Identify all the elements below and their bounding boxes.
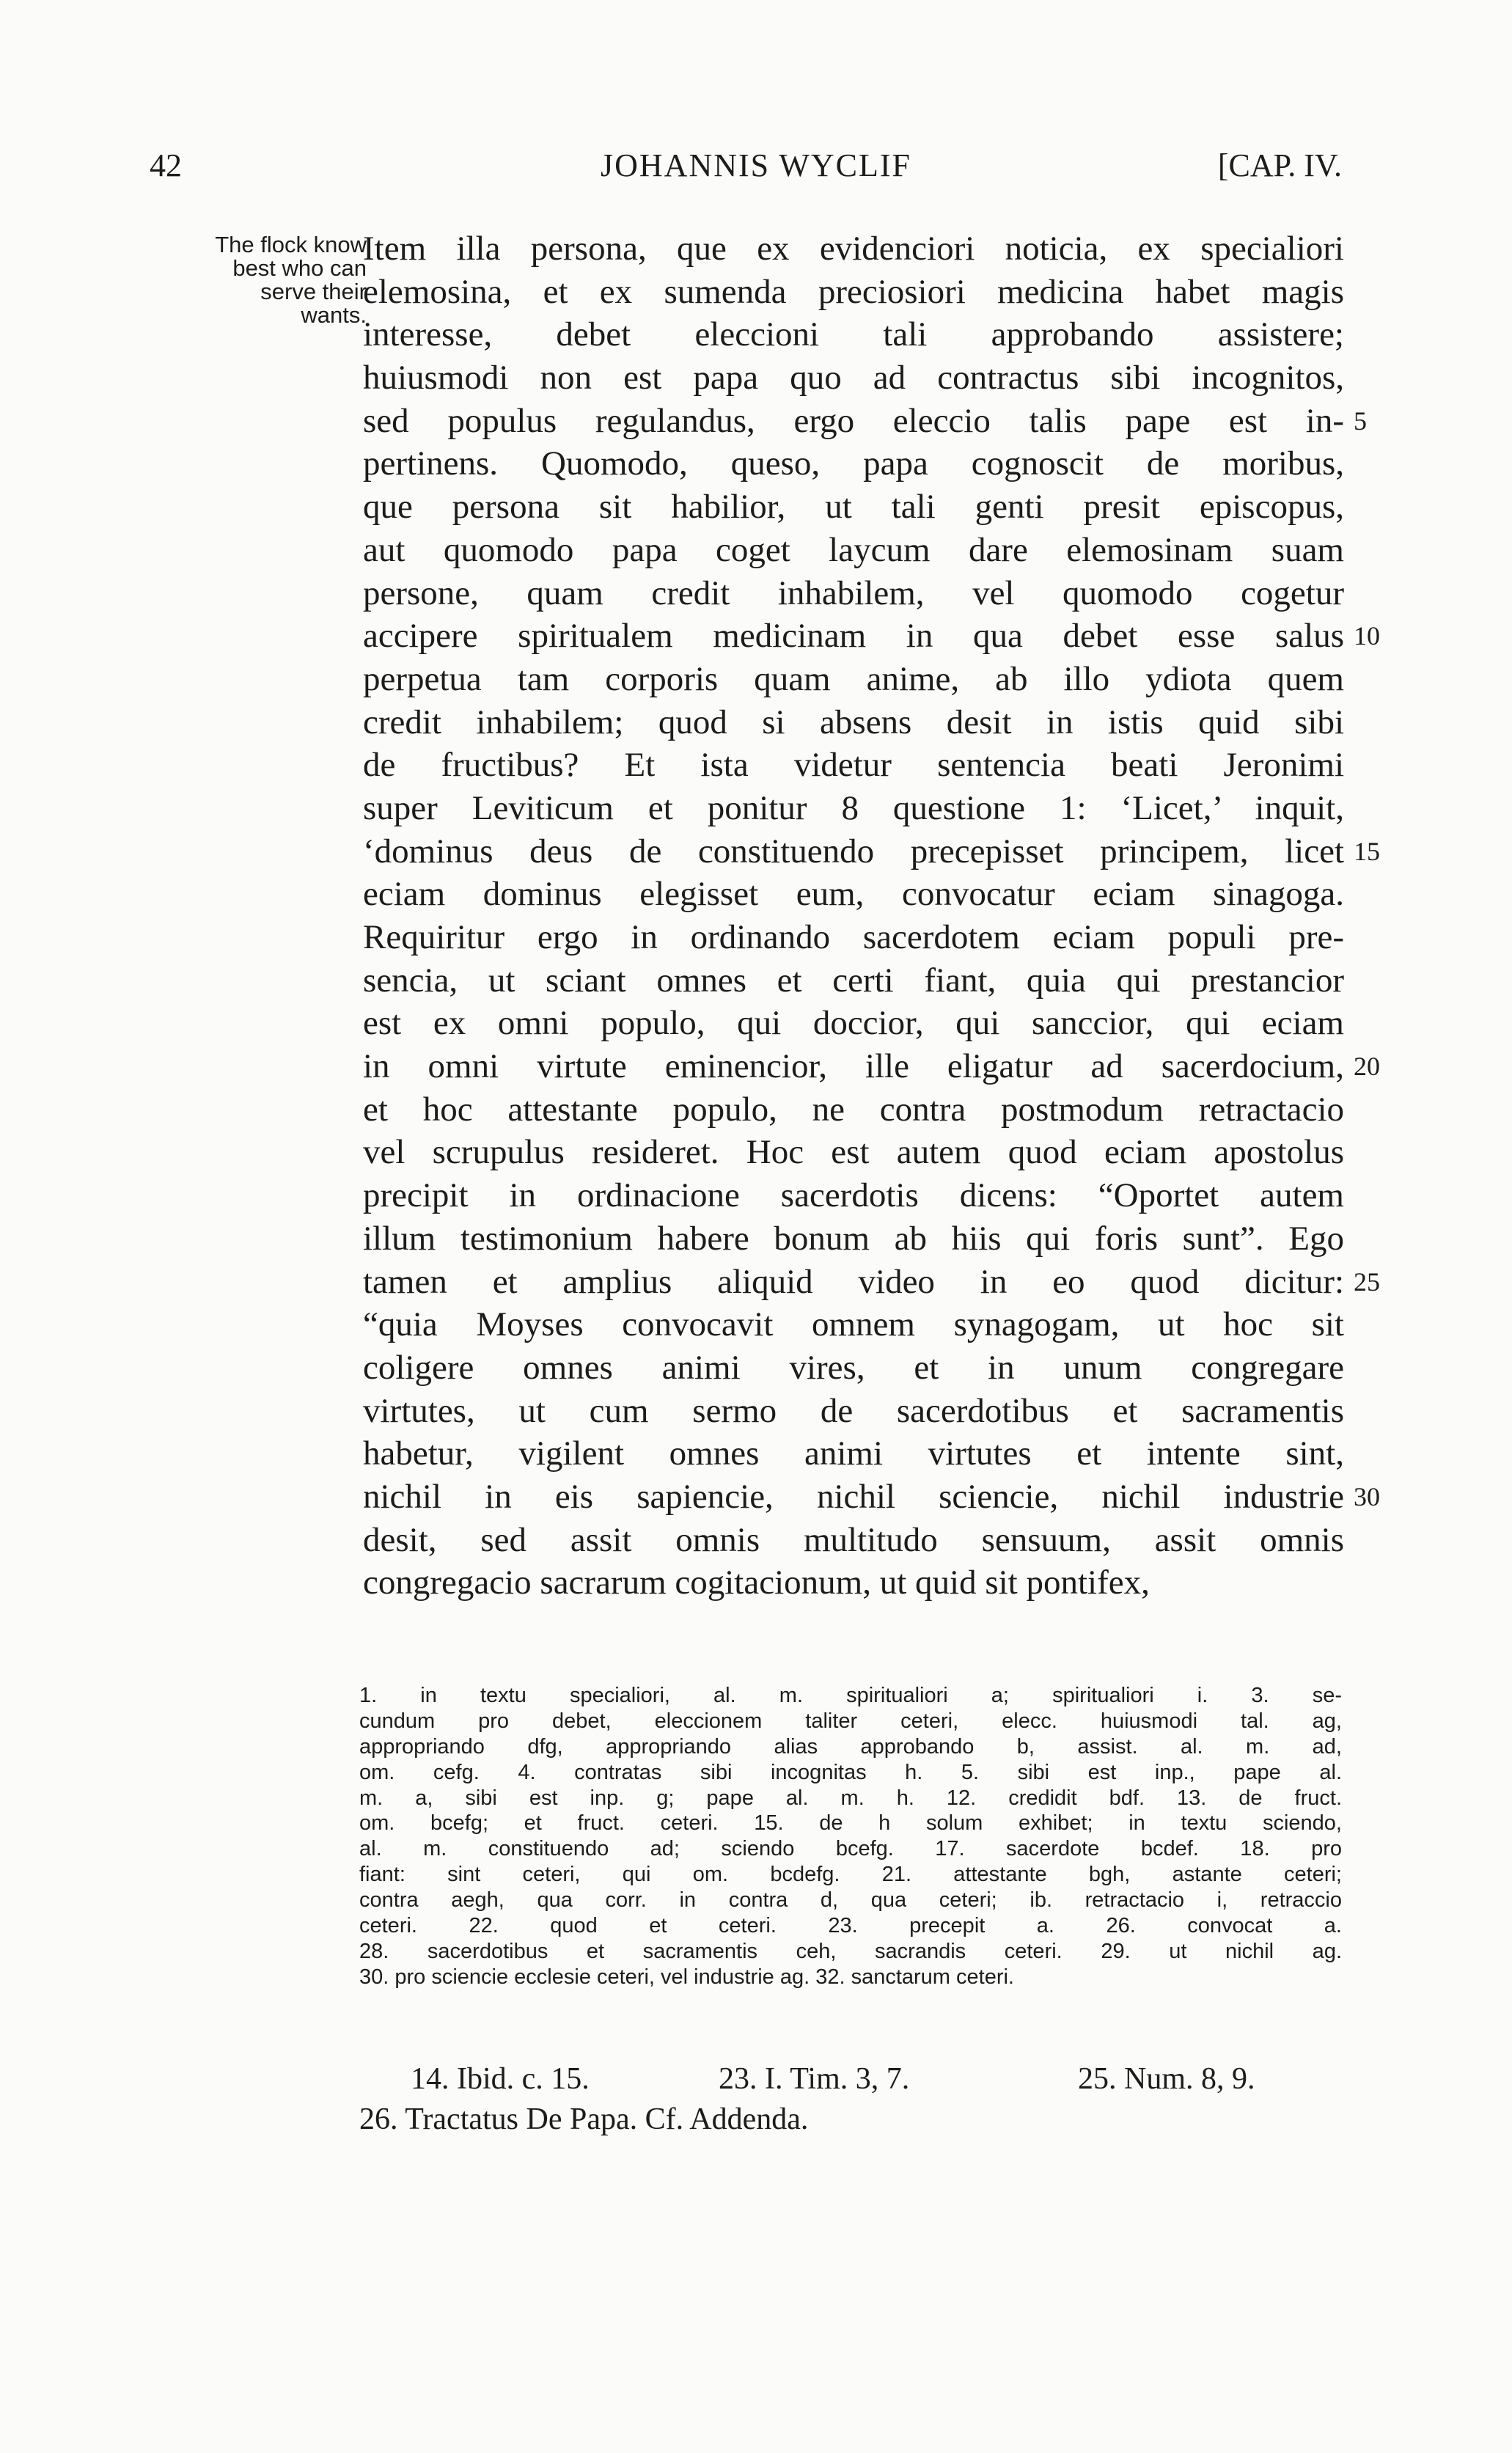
text-line: tamen et amplius aliquid video in eo quod dicitur: (363, 1262, 1344, 1301)
text-line: sed populus regulandus, ergo eleccio talis pape est in- (363, 401, 1344, 440)
margin-note-line: serve their (260, 279, 367, 304)
reference-line (359, 2059, 1342, 2100)
text-line: illum testimonium habere bonum ab hiis qui foris sunt”. Ego (363, 1219, 1344, 1258)
text-line: Requiritur ergo in ordinando sacerdotem eciam populi pre- (363, 918, 1344, 956)
line-number: 20 (1354, 1052, 1380, 1082)
text-line: interesse, debet eleccioni tali approbando assistere; (363, 315, 1344, 354)
note-line: m. a, sibi est inp. g; pape al. m. h. 12. credidit bdf. 13. de fruct. (359, 1786, 1342, 1810)
line-number: 15 (1354, 836, 1380, 866)
margin-note (147, 233, 367, 327)
text-line: precipit in ordinacione sacerdotis dicens: “Oportet autem (363, 1176, 1344, 1215)
text-line: Item illa persona, que ex evidenciori noticia, ex specialiori (363, 230, 1344, 268)
line-number: 10 (1354, 621, 1380, 651)
text-line: super Leviticum et ponitur 8 questione 1: ‘Licet,’ inquit, (363, 788, 1344, 827)
text-line: et hoc attestante populo, ne contra postmodum retractacio (363, 1090, 1344, 1129)
note-line: appropriando dfg, appropriando alias approbando b, assist. al. m. ad, (359, 1734, 1342, 1759)
note-line: 30. pro sciencie ecclesie ceteri, vel industrie ag. 32. sanctarum ceteri. (359, 1965, 1014, 1989)
text-line: que persona sit habilior, ut tali genti presit episcopus, (363, 488, 1344, 527)
note-line: om. cefg. 4. contratas sibi incognitas h. 5. sibi est inp., pape al. (359, 1760, 1342, 1784)
reference-item: 23. I. Tim. 3, 7. (719, 2062, 910, 2096)
note-line: al. m. constituendo ad; sciendo bcefg. 17. sacerdote bcdef. 18. pro (359, 1837, 1342, 1861)
chapter-label: [CAP. IV. (1217, 147, 1342, 183)
text-line: virtutes, ut cum sermo de sacerdotibus et sacramentis (363, 1391, 1344, 1430)
note-line: ceteri. 22. quod et ceteri. 23. precepit a. 26. convocat a. (359, 1914, 1342, 1938)
margin-note-line: wants. (301, 302, 367, 328)
note-line: contra aegh, qua corr. in contra d, qua ceteri; ib. retractacio i, retraccio (359, 1888, 1342, 1913)
line-number: 30 (1354, 1482, 1380, 1512)
note-line: cundum pro debet, eleccionem taliter ceteri, elecc. huiusmodi tal. ag, (359, 1709, 1342, 1733)
text-line: est ex omni populo, qui doccior, qui sanccior, qui eciam (363, 1004, 1344, 1043)
running-title: JOHANNIS WYCLIF (601, 147, 911, 183)
note-line: 1. in textu specialiori, al. m. spiritualiori a; spiritualiori i. 3. se- (359, 1684, 1342, 1707)
line-number: 25 (1354, 1266, 1380, 1297)
note-line: fiant: sint ceteri, qui om. bcdefg. 21. attestante bgh, astante ceteri; (359, 1863, 1342, 1887)
text-line: huiusmodi non est papa quo ad contractus sibi incognitos, (363, 359, 1344, 397)
reference-item: 25. Num. 8, 9. (1078, 2062, 1255, 2096)
text-line: congregacio sacrarum cogitacionum, ut quid sit pontifex, (363, 1563, 1150, 1602)
margin-note-line: The flock know (215, 232, 367, 257)
text-line: eciam dominus elegisset eum, convocatur eciam sinagoga. (363, 875, 1344, 914)
text-line: persone, quam credit inhabilem, vel quomodo cogetur (363, 573, 1344, 612)
text-line: perpetua tam corporis quam anime, ab illo ydiota quem (363, 659, 1344, 698)
text-line: pertinens. Quomodo, queso, papa cognoscit de moribus, (363, 444, 1344, 483)
source-references (359, 2059, 1342, 2140)
text-line: credit inhabilem; quod si absens desit in istis quid sibi (363, 703, 1344, 741)
text-line: vel scrupulus resideret. Hoc est autem quod eciam apostolus (363, 1133, 1344, 1172)
text-line: de fructibus? Et ista videtur sentencia beati Jeronimi (363, 746, 1344, 785)
line-number: 5 (1354, 406, 1367, 436)
reference-line: 26. Tractatus De Papa. Cf. Addenda. (359, 2102, 809, 2136)
text-line: accipere spiritualem medicinam in qua debet esse salus (363, 617, 1344, 656)
main-text (363, 227, 1344, 1605)
text-line: ‘dominus deus de constituendo precepisset principem, licet (363, 832, 1344, 870)
note-line: om. bcefg; et fruct. ceteri. 15. de h solum exhibet; in textu sciendo, (359, 1811, 1342, 1836)
text-line: elemosina, et ex sumenda preciosiori medicina habet magis (363, 272, 1344, 311)
text-line: coligere omnes animi vires, et in unum congregare (363, 1348, 1344, 1387)
margin-note-line: best who can (232, 255, 367, 281)
text-line: nichil in eis sapiencie, nichil sciencie, nichil industrie (363, 1477, 1344, 1516)
note-line: 28. sacerdotibus et sacramentis ceh, sacrandis ceteri. 29. ut nichil ag. (359, 1939, 1342, 1963)
text-line: habetur, vigilent omnes animi virtutes et intente sint, (363, 1434, 1344, 1473)
text-line: in omni virtute eminencior, ille eligatur ad sacerdocium, (363, 1047, 1344, 1086)
text-line: sencia, ut sciant omnes et certi fiant, quia qui prestancior (363, 961, 1344, 1000)
critical-apparatus (359, 1683, 1342, 1990)
reference-item: 14. Ibid. c. 15. (411, 2062, 590, 2096)
text-line: desit, sed assit omnis multitudo sensuum, assit omnis (363, 1520, 1344, 1559)
text-line: “quia Moyses convocavit omnem synagogam, ut hoc sit (363, 1305, 1344, 1344)
page-number: 42 (150, 147, 182, 183)
text-line: aut quomodo papa coget laycum dare elemosinam suam (363, 530, 1344, 569)
